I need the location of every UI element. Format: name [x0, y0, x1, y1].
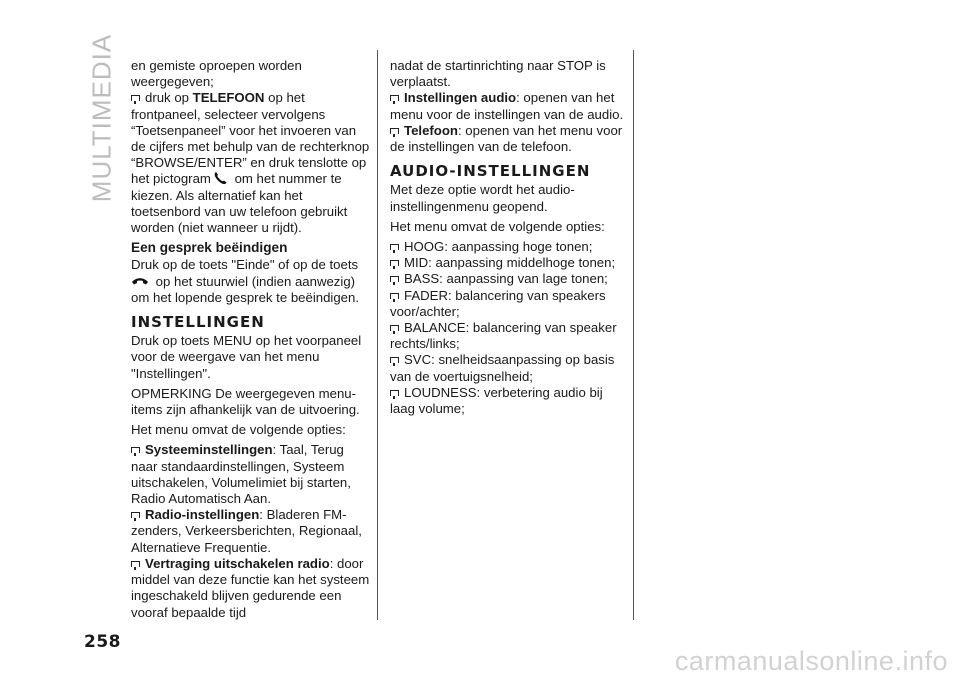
bullet-item: Radio-instellingen: Bladeren FM-zenders, Verkeersberichten, Regionaal, Alternatieve Frequentie. — [131, 507, 362, 555]
paragraph: Druk op de toets "Einde" of op de toets op het stuurwiel (indien aanwezig) om het lopende gesprek te beëindigen. — [131, 257, 360, 305]
list-item: BASS: aanpassing van lage tonen; — [390, 271, 628, 287]
bullet-icon — [390, 95, 399, 101]
subheading-call-end: Een gesprek beëindigen — [131, 240, 288, 256]
bullet-item: druk op TELEFOON op het frontpaneel, selecteer vervolgens “Toetsenpaneel” voor het invoeren van de cijfers met behulp van de rechterknop “BROWSE/ENTER” en druk tenslotte op het pictogram om het nummer te kiezen. Als alternatief kan het toetsenbord van uw telefoon gebruikt worden (niet wanneer u rijdt). — [131, 90, 370, 236]
section-heading-audio-settings: AUDIO-INSTELLINGEN — [390, 162, 591, 181]
text-column-1 — [131, 58, 371, 621]
paragraph: Druk op toets MENU op het voorpaneel voor de weergave van het menu "Instellingen". — [131, 333, 362, 381]
watermark: carmanualsonline.info — [674, 646, 948, 676]
bullet-icon — [131, 447, 140, 453]
bullet-icon — [131, 95, 140, 101]
paragraph: Het menu omvat de volgende opties: — [390, 218, 605, 234]
bullet-icon — [390, 293, 399, 299]
bullet-icon — [390, 276, 399, 282]
paragraph: OPMERKING De weergegeven menu-items zijn afhankelijk van de uitvoering. — [131, 385, 360, 418]
list-item: MID: aanpassing middelhoge tonen; — [390, 255, 628, 271]
bullet-item: Systeeminstellingen: Taal, Terug naar standaardinstellingen, Systeem uitschakelen, Volumelimiet bij starten, Radio Automatisch Aan. — [131, 442, 351, 507]
page-number: 258 — [84, 632, 121, 652]
section-side-title — [82, 33, 122, 203]
paragraph: nadat de startinrichting naar STOP is verplaatst. — [390, 58, 606, 90]
list-item: HOOG: aanpassing hoge tonen; — [390, 239, 628, 255]
bullet-icon — [390, 260, 399, 266]
paragraph: Het menu omvat de volgende opties: — [131, 422, 346, 438]
bullet-icon — [390, 128, 399, 134]
text-column-2 — [390, 58, 628, 417]
bullet-icon — [390, 357, 399, 363]
bullet-icon — [131, 512, 140, 518]
bullet-item: Vertraging uitschakelen radio: door middel van deze functie kan het systeem ingeschakeld blijven gedurende een vooraf bepaalde tijd — [131, 555, 370, 620]
bullet-icon — [390, 325, 399, 331]
bullet-item: Instellingen audio: openen van het menu voor de instellingen van de audio. — [390, 90, 624, 122]
list-item: FADER: balancering van speakers voor/achter; — [390, 287, 606, 319]
column-divider-2 — [633, 50, 634, 620]
paragraph: Met deze optie wordt het audio-instellingenmenu geopend. — [390, 182, 575, 214]
hang-up-icon — [131, 276, 149, 286]
list-item: BALANCE: balancering van speaker rechts/links; — [390, 320, 617, 352]
side-title-text: MULTIMEDIA — [86, 33, 117, 203]
section-heading-settings: INSTELLINGEN — [131, 313, 265, 332]
bullet-icon — [390, 390, 399, 396]
bullet-item: Telefoon: openen van het menu voor de instellingen van de telefoon. — [390, 122, 623, 155]
bullet-icon — [390, 244, 399, 250]
list-item: SVC: snelheidsaanpassing op basis van de voertuigsnelheid; — [390, 352, 615, 384]
phone-call-icon — [213, 171, 229, 185]
list-item: LOUDNESS: verbetering audio bij laag volume; — [390, 384, 603, 417]
bullet-icon — [131, 561, 140, 567]
column-divider-1 — [377, 50, 378, 620]
paragraph: en gemiste oproepen worden weergegeven; — [131, 58, 302, 90]
